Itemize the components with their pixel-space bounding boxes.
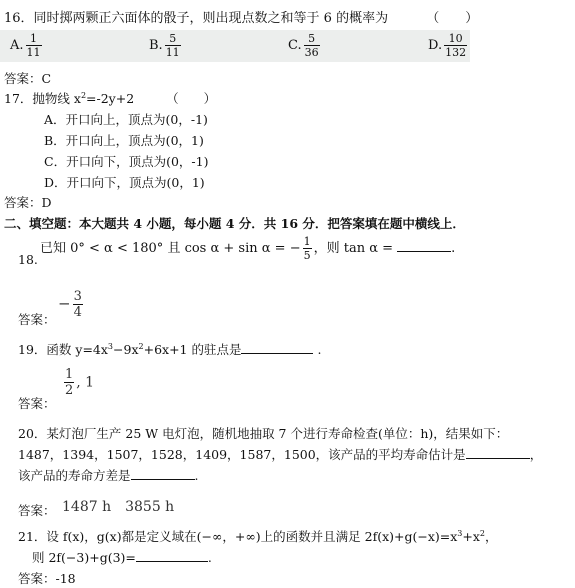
q17-stem-a: 17．抛物线 x bbox=[4, 91, 81, 106]
q16-option-b bbox=[149, 33, 183, 58]
q17-option-a: A．开口向上，顶点为(0，-1) bbox=[44, 112, 208, 127]
q21-sup2: 2 bbox=[479, 528, 485, 538]
q16-option-b-den: 11 bbox=[165, 46, 180, 59]
q20-line3-text: 该产品的寿命方差是 bbox=[18, 468, 131, 483]
q19-stem-b: −9x bbox=[113, 342, 139, 357]
q16-stem-line bbox=[4, 7, 478, 26]
q16-option-a-label: A. bbox=[10, 38, 24, 53]
q16-paren: （ ） bbox=[426, 11, 479, 26]
q17-option-c: C．开口向下，顶点为(0，-1) bbox=[44, 154, 209, 169]
q16-answer: 答案：C bbox=[4, 71, 52, 86]
q17-stem-line bbox=[4, 89, 216, 107]
q20-line2 bbox=[18, 445, 542, 463]
q16-option-c-den: 36 bbox=[304, 46, 319, 59]
q16-options bbox=[0, 30, 470, 62]
q21-stem-c: ， bbox=[485, 529, 498, 544]
q16-option-c-frac bbox=[304, 33, 320, 58]
q18-text-b: ，则 tan α = bbox=[313, 241, 394, 256]
q19-answer-label: 答案： bbox=[18, 396, 56, 411]
q17-stem-b: =-2y+2 bbox=[86, 91, 135, 106]
q20-line1: 20．某灯泡厂生产 25 W 电灯泡，随机地抽取 7 个进行寿命检查(单位：h)，结果如下： bbox=[18, 426, 509, 441]
q19-answer-frac bbox=[64, 368, 74, 397]
q21-stem-b: +x bbox=[462, 529, 480, 544]
q16-option-b-num: 5 bbox=[169, 32, 177, 45]
q16-option-a-den: 11 bbox=[26, 46, 41, 59]
q17-option-b: B．开口向上，顶点为(0，1) bbox=[44, 133, 204, 148]
q20-answer-label: 答案： bbox=[18, 503, 56, 518]
q19-answer-num: 1 bbox=[65, 367, 74, 382]
q19-stem-a: 19．函数 y=4x bbox=[18, 342, 108, 357]
q17-answer: 答案：D bbox=[4, 195, 52, 210]
q20-mean-blank bbox=[466, 458, 530, 459]
q16-option-b-label: B. bbox=[149, 38, 163, 53]
q18-answer-label: 答案： bbox=[18, 312, 56, 327]
q18-period: . bbox=[451, 241, 456, 256]
q18-frac-den: 5 bbox=[303, 249, 311, 262]
q16-option-d bbox=[428, 33, 469, 58]
q18-frac bbox=[303, 236, 312, 261]
q16-stem: 16．同时掷两颗正六面体的骰子，则出现点数之和等于 6 的概率为 bbox=[4, 11, 389, 26]
q20-answer-value: 1487 h 3855 h bbox=[62, 499, 175, 515]
q18-number: 18. bbox=[18, 252, 38, 267]
q21-stem-a: 21．设 f(x)，g(x)都是定义域在(−∞，+∞)上的函数并且满足 2f(x)+g(−x)=x bbox=[18, 529, 458, 544]
q21-answer: 答案：-18 bbox=[18, 571, 76, 586]
q18-answer-den: 4 bbox=[73, 305, 82, 320]
q21-sup1: 3 bbox=[457, 528, 463, 538]
q19-period: . bbox=[317, 342, 322, 357]
q17-stem-sup: 2 bbox=[80, 90, 87, 100]
q21-line2-text: 则 2f(−3)+g(3)= bbox=[32, 550, 136, 565]
q19-sup2: 2 bbox=[138, 341, 144, 351]
q18-answer-value bbox=[58, 290, 85, 319]
q20-line3 bbox=[18, 466, 199, 484]
q21-period: . bbox=[207, 550, 212, 565]
q18-answer-blank bbox=[397, 251, 451, 252]
q18-text-a: 已知 0° < α < 180° 且 cos α + sin α = − bbox=[40, 241, 301, 256]
section-fill-in-title: 二、填空题：本大题共 4 小题，每小题 4 分．共 16 分．把答案填在题中横线上． bbox=[4, 216, 465, 231]
q16-option-a-num: 1 bbox=[30, 32, 38, 45]
q20-line2-text: 1487，1394，1507，1528，1409，1587，1500，该产品的平均寿命估计是 bbox=[18, 447, 466, 462]
q16-option-a-frac bbox=[26, 33, 42, 58]
q19-stem-c: +6x+1 的驻点是 bbox=[143, 342, 242, 357]
q16-option-c-label: C. bbox=[288, 38, 302, 53]
q21-stem bbox=[18, 527, 498, 545]
q16-option-d-label: D. bbox=[428, 38, 443, 53]
q16-option-b-frac bbox=[165, 33, 181, 58]
q18-answer-sign: − bbox=[58, 294, 71, 313]
q16-option-c-num: 5 bbox=[308, 32, 316, 45]
q18-answer-num: 3 bbox=[73, 289, 82, 304]
q20-variance-blank bbox=[131, 479, 195, 480]
q18-frac-num: 1 bbox=[303, 235, 311, 248]
q20-comma: ， bbox=[529, 447, 543, 462]
q19-answer-value bbox=[62, 368, 94, 397]
q21-answer-blank bbox=[136, 561, 208, 562]
q18-stem bbox=[40, 236, 455, 261]
q18-answer-frac bbox=[73, 290, 83, 319]
q16-option-d-den: 132 bbox=[445, 46, 467, 59]
q17-paren: （ ） bbox=[166, 91, 217, 106]
q19-sup1: 3 bbox=[107, 341, 114, 351]
q21-line2 bbox=[32, 548, 212, 566]
q16-option-a bbox=[10, 33, 44, 58]
q16-option-c bbox=[288, 33, 322, 58]
q19-answer-den: 2 bbox=[65, 383, 74, 398]
q19-stem bbox=[18, 340, 321, 358]
q20-period: . bbox=[194, 468, 199, 483]
q17-option-d: D．开口向下，顶点为(0，1) bbox=[44, 175, 205, 190]
q19-answer-blank bbox=[241, 353, 313, 354]
q19-answer-rest: , 1 bbox=[76, 374, 95, 391]
q16-option-d-num: 10 bbox=[448, 32, 463, 45]
q16-option-d-frac bbox=[444, 33, 467, 58]
